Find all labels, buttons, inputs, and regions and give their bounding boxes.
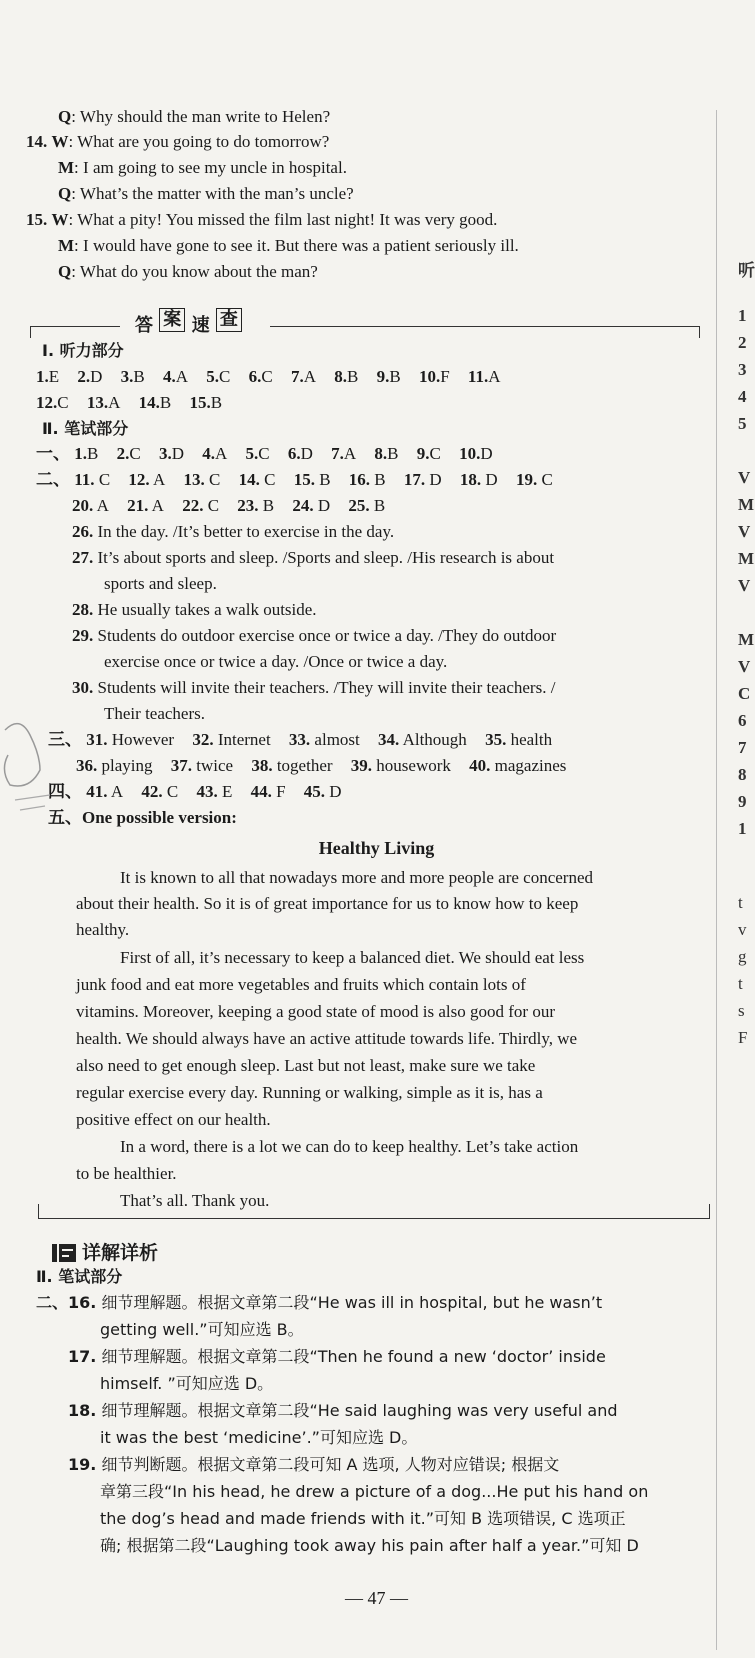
answer-28: 28. He usually takes a walk outside.	[72, 600, 317, 619]
part1-row1: 1.E 2.D 3.B 4.A 5.C 6.C 7.A 8.B 9.B 10.F 11.A	[36, 367, 501, 386]
answer-box-bottom-border	[38, 1204, 710, 1219]
answer-box-top-border	[30, 309, 700, 336]
part1-label: Ⅰ. 听力部分	[42, 341, 124, 360]
essay-line-6: vitamins. Moreover, keeping a good state of mood is also good for our	[76, 1002, 556, 1021]
dialogue-q13: Q: Why should the man write to Helen?	[58, 107, 331, 126]
essay-line-4: First of all, it’s necessary to keep a balanced diet. We should eat less	[120, 948, 585, 967]
section3-row1: 三、 31. However 32. Internet 33. almost 34. Although 35. health	[48, 730, 553, 750]
essay-title: Healthy Living	[318, 838, 435, 858]
dialogue-w15: 15. W: What a pity! You missed the film last night! It was very good.	[26, 210, 498, 229]
section4-row: 四、 41. A 42. C 43. E 44. F 45. D	[48, 782, 342, 802]
essay-line-8: also need to get enough sleep. Last but not least, make sure we take	[76, 1056, 536, 1075]
page-gutter-line	[716, 110, 718, 1650]
detail-part2-label: Ⅱ. 笔试部分	[36, 1267, 123, 1286]
detail-18-line1: 18. 细节理解题。根据文章第二段“He said laughing was very useful and	[68, 1401, 618, 1420]
detail-heading: 详解详析	[52, 1238, 158, 1265]
detail-17-line1: 17. 细节理解题。根据文章第二段“Then he found a new ‘doctor’ inside	[68, 1347, 606, 1366]
section5-label: 五、One possible version:	[48, 808, 237, 828]
detail-17-line2: himself. ”可知应选 D。	[100, 1374, 274, 1393]
page-number: — 47 —	[345, 1588, 408, 1608]
dialogue-q14: Q: What’s the matter with the man’s uncle?	[58, 184, 354, 203]
dialogue-m15: M: I would have gone to see it. But there was a patient seriously ill.	[58, 236, 519, 255]
detail-19-line2: 章第三段“In his head, he drew a picture of a dog...He put his hand on	[100, 1482, 649, 1501]
section1-row: 一、 1.B 2.C 3.D 4.A 5.C 6.D 7.A 8.B 9.C 10.D	[36, 444, 493, 464]
dialogue-m14: M: I am going to see my uncle in hospital.	[58, 158, 347, 177]
dialogue-w14: 14. W: What are you going to do tomorrow?	[26, 132, 330, 151]
answer-30-line1: 30. Students will invite their teachers. /They will invite their teachers. /	[72, 678, 556, 697]
dialogue-q15: Q: What do you know about the man?	[58, 262, 318, 281]
essay-line-1: It is known to all that nowadays more and more people are concerned	[120, 868, 594, 887]
section3-row2: 36. playing 37. twice 38. together 39. housework 40. magazines	[76, 756, 567, 775]
answer-30-line2: Their teachers.	[104, 704, 205, 723]
answer-27-line1: 27. It’s about sports and sleep. /Sports and sleep. /His research is about	[72, 548, 555, 567]
detail-19-line1: 19. 细节判断题。根据文章第二段可知 A 选项, 人物对应错误; 根据文	[68, 1455, 560, 1474]
answer-box-title: 答 案 速 查	[135, 308, 242, 337]
section-bars-icon	[52, 1244, 76, 1262]
essay-line-10: positive effect on our health.	[76, 1110, 271, 1129]
detail-19-line3: the dog’s head and made friends with it.”可知 B 选项错误, C 选项正	[100, 1509, 626, 1528]
detail-19-line4: 确; 根据第二段“Laughing took away his pain after half a year.”可知 D	[100, 1536, 639, 1555]
answer-page: Q: Why should the man write to Helen? 14. W: What are you going to do tomorrow? M: I am going to see my uncle in hospital. Q: What’s the matter with the man’s uncle? 15. W: What a pity! You missed the film last night! It was very good. M: I would have gone to see it. But there was a patient seriously ill. Q: What do you know about the man? 答 案 速 查 Ⅰ. 听力部分 1.E 2.D 3.B 4.A 5.C 6.C 7.A 8.B 9.B 10.F 11.A 12.C 13.A 14.B 15.B Ⅱ. 笔试部分 一、 1.B 2.C 3.D 4.A 5.C 6.D 7.A 8.B 9.C 10.D 二、 11. C 12. A 13. C 14. C 15. B 16. B 17. D 18. D 19. C 20. A 21. A 22. C 23. B 24. D 25. B 26. In the day. /It’s better to exercise in the day. 27. It’s about sports and sleep. /Sports and sleep. /His research is about sports and sleep. 28. He usually takes a walk outside. 29. Students do outdoor exercise once or twice a day. /They do outdoor exercise once or twice a day. /Once or twice a day. 30. Students will invite their teachers. /They will invite their teachers. / Their teachers. 三、 31. However 32. Internet 33. almost 34. Although 35. health 36. playing 37. twice 38. together 39. housework 40. magazines 四、 41. A 42. C 43. E 44. F 45. D 五、One possible version: Healthy Living It is known to all that nowadays more and more people are concerned about their health. So it is of great importance for us to know how to keep healthy. First of all, it’s necessary to keep a balanced diet. We should eat less junk food and eat more vegetables and fruits which contain lots of vitamins. Moreover, keeping a good state of mood is also good for our health. We should always have an active attitude towards life. Thirdly, we also need to get enough sleep. Last but not least, make sure we take regular exercise every day. Running or walking, simple as it is, has a positive effect on our health. In a word, there is a lot we can do to keep healthy. Let’s take action to be healthier. That’s all. Thank you. 详解详析 Ⅱ. 笔试部分 二、16. 细节理解题。根据文章第二段“He was ill in hospital, but he wasn’t getting well.”可知应选 B。 17. 细节理解题。根据文章第二段“Then he found a new ‘doctor’ inside himself. ”可知应选 D。 18. 细节理解题。根据文章第二段“He said laughing was very useful and it was the best ‘medicine’.”可知应选 D。 19. 细节判断题。根据文章第二段可知 A 选项, 人物对应错误; 根据文 章第三段“In his head, he drew a picture of a dog...He put his hand on the dog’s head and made friends with it.”可知 B 选项错误, C 选项正 确; 根据第二段“Laughing took away his pain after half a year.”可知 D — 47 — 听 1 2 3 4 5 V M V M V M V C 6 7 8 9 1 t v g t s F	[0, 0, 753, 1658]
essay-line-5: junk food and eat more vegetables and fruits which contain lots of	[76, 975, 526, 994]
answer-29-line1: 29. Students do outdoor exercise once or twice a day. /They do outdoor	[72, 626, 557, 645]
margin-sketch	[0, 710, 60, 830]
section2-row1: 二、 11. C 12. A 13. C 14. C 15. B 16. B 17. D 18. D 19. C	[36, 470, 553, 490]
answer-26: 26. In the day. /It’s better to exercise in the day.	[72, 522, 395, 541]
part1-row2: 12.C 13.A 14.B 15.B	[36, 393, 223, 412]
detail-16-line1: 二、16. 细节理解题。根据文章第二段“He was ill in hospital, but he wasn’t	[36, 1293, 603, 1312]
part2-label: Ⅱ. 笔试部分	[42, 419, 129, 438]
essay-line-9: regular exercise every day. Running or walking, simple as it is, has a	[76, 1083, 543, 1102]
essay-line-2: about their health. So it is of great importance for us to know how to keep	[76, 894, 579, 913]
essay-line-12: to be healthier.	[76, 1164, 177, 1183]
detail-18-line2: it was the best ‘medicine’.”可知应选 D。	[100, 1428, 418, 1447]
detail-16-line2: getting well.”可知应选 B。	[100, 1320, 304, 1339]
answer-27-line2: sports and sleep.	[104, 574, 217, 593]
essay-line-13: That’s all. Thank you.	[120, 1191, 270, 1210]
section2-row2: 20. A 21. A 22. C 23. B 24. D 25. B	[72, 496, 386, 515]
essay-line-7: health. We should always have an active attitude towards life. Thirdly, we	[76, 1029, 578, 1048]
essay-line-11: In a word, there is a lot we can do to keep healthy. Let’s take action	[120, 1137, 579, 1156]
answer-29-line2: exercise once or twice a day. /Once or twice a day.	[104, 652, 448, 671]
essay-line-3: healthy.	[76, 920, 130, 939]
